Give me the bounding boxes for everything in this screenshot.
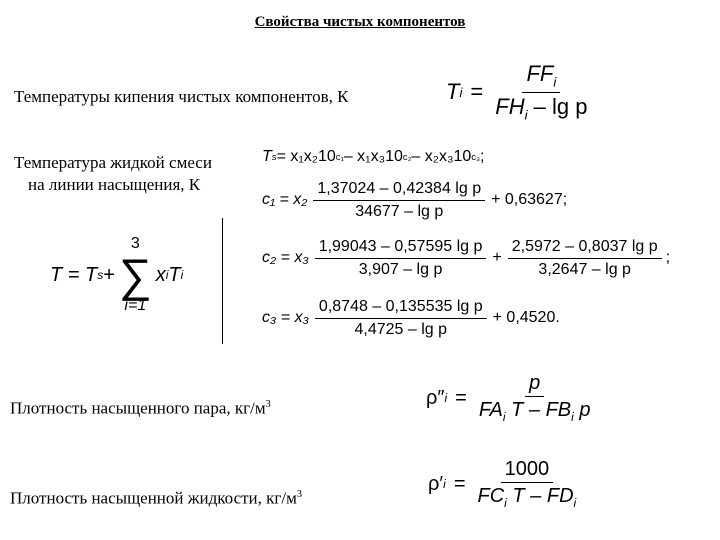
- summation: 3 ∑ i=1: [118, 235, 152, 314]
- vapor-density-formula: ρ″ i = $\frac{p}{FA_i T - FB_i p}$: [426, 372, 595, 424]
- c2-fraction-1: $\frac{\text{1,99043 – 0,57595 lg p}}{\text{3,907 – lg p}}$: [315, 238, 487, 278]
- ts-formula: T s = x₁x₂10 c₁ – x₁x₃10 c₂ – x₂x₃10 c₃ ;: [262, 148, 485, 165]
- liquid-temp-label-line2: на линии насыщения, К: [28, 175, 201, 194]
- total-temp-formula: T = T s + 3 ∑ i=1 x i T i: [50, 235, 184, 314]
- liquid-density-formula: ρ′ i = $\frac{1000}{FC_i T - FD_i}$: [428, 458, 580, 510]
- liquid-density-label: Плотность насыщенной жидкости, $кг/м^3$: [10, 488, 302, 508]
- c3-fraction: $\frac{\text{0,8748 – 0,135535 lg p}}{\text{4,4725 – lg p}}$: [315, 298, 487, 338]
- liquid-density-fraction: $\frac{1000}{FC_i T - FD_i}$: [477, 458, 577, 510]
- c2-formula: c₂ = x₃ $\frac{\text{1,99043 – 0,57595 lg p}}{\text{3,907 – lg p}}$ + $\frac{\text{2,5972 – 0,8037 lg p}}{\text{3,2647 – lg p}}$ ;: [262, 238, 671, 278]
- sigma-icon: ∑: [118, 249, 152, 301]
- boiling-temp-fraction: $\frac{FF_i}{FH_i - \lg p}$: [495, 61, 588, 123]
- c2-fraction-2: $\frac{\text{2,5972 – 0,8037 lg p}}{\text{3,2647 – lg p}}$: [508, 238, 662, 278]
- boiling-temp-label: Температуры кипения чистых компонентов, К: [14, 87, 349, 106]
- c1-formula: c₁ = x₂ $\frac{\text{1,37024 – 0,42384 lg p}}{\text{34677 – lg p}}$ + 0,63627;: [262, 180, 568, 220]
- vapor-density-label: Плотность насыщенного пара, $кг/м^3$: [10, 398, 271, 418]
- page-title: Свойства чистых компонентов: [254, 14, 466, 30]
- c1-fraction: $\frac{\text{1,37024 – 0,42384 lg p}}{\text{34677 – lg p}}$: [313, 180, 485, 220]
- boiling-temp-formula: T i = $\frac{FF_i}{FH_i - \lg p}$: [446, 62, 591, 123]
- vertical-divider: [222, 218, 223, 344]
- liquid-temp-label-line1: Температура жидкой смеси: [14, 153, 212, 172]
- vapor-density-fraction: $\frac{p}{FA_i T - FB_i p}$: [478, 372, 591, 424]
- c3-formula: c₃ = x₃ $\frac{\text{0,8748 – 0,135535 lg p}}{\text{4,4725 – lg p}}$ + 0,4520.: [262, 298, 560, 338]
